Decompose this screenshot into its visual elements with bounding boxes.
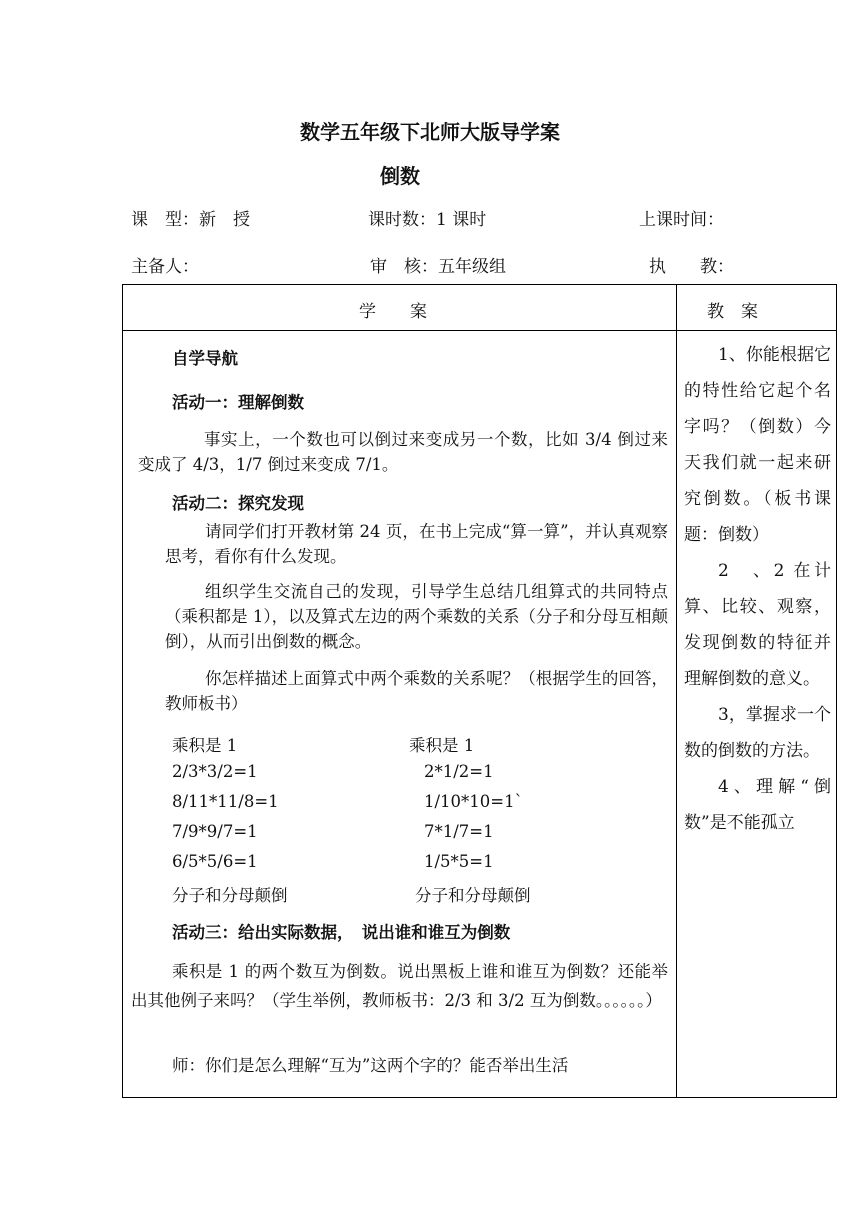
document-title: 数学五年级下北师大版导学案 [300, 120, 560, 144]
formula-right-item: 1/10*10=1` [424, 792, 523, 811]
activity2-paragraph-3: 你怎样描述上面算式中两个乘数的关系呢？（根据学生的回答，教师板书） [165, 669, 668, 713]
left-column-header: 学 案 [359, 302, 427, 322]
activity2-paragraph-1: 请同学们打开教材第 24 页，在书上完成“算一算”，并认真观察思考，看你有什么发现。 [165, 522, 668, 566]
activity1-title: 活动一：理解倒数 [172, 393, 304, 412]
formula-left-item: 6/5*5/6=1 [172, 852, 258, 871]
meta-hours: 课时数：1 课时 [368, 210, 487, 230]
formula-right-footer: 分子和分母颠倒 [415, 886, 531, 905]
right-column-header: 教 案 [707, 302, 758, 322]
meta-class-time: 上课时间： [639, 210, 724, 230]
formula-right-item: 2*1/2=1 [424, 762, 494, 781]
teaching-note-1: 1、你能根据它的特性给它起个名字吗？（倒数）今天我们就一起来研究倒数。（板书课题：倒数） [684, 345, 831, 545]
formula-right-header: 乘积是 1 [409, 736, 475, 755]
teaching-plan-column [684, 337, 831, 841]
formula-left-item: 8/11*11/8=1 [172, 792, 279, 811]
activity1-text: 事实上，一个数也可以倒过来变成另一个数，比如 3/4 倒过来变成了 4/3，1/7 倒过来变成 7/1。 [138, 430, 668, 474]
teaching-note-2: 2 、2 在计算、比较、观察，发现倒数的特征并理解倒数的意义。 [684, 561, 831, 689]
section-title: 自学导航 [172, 349, 238, 368]
teaching-note-3: 3，掌握求一个数的倒数的方法。 [684, 705, 831, 761]
activity3-paragraph-2: 师：你们是怎么理解“互为”这两个字的？能否举出生活 [172, 1056, 569, 1075]
activity3-paragraph-1: 乘积是 1 的两个数互为倒数。说出黑板上谁和谁互为倒数？还能举出其他例子来吗？（学生举例，教师板书：2/3 和 3/2 互为倒数。。。。。。） [131, 962, 668, 1010]
activity3-title: 活动三：给出实际数据， 说出谁和谁互为倒数 [172, 923, 511, 942]
meta-teacher: 执 教： [649, 257, 734, 277]
formula-left-item: 7/9*9/7=1 [172, 822, 258, 841]
formula-left-item: 2/3*3/2=1 [172, 762, 258, 781]
meta-preparer: 主备人： [131, 257, 199, 277]
activity2-paragraph-2: 组织学生交流自己的发现，引导学生总结几组算式的共同特点（乘积都是 1），以及算式左边的两个乘数的关系（分子和分母互相颠倒），从而引出倒数的概念。 [165, 582, 668, 651]
lesson-table [122, 284, 837, 1098]
meta-reviewer: 审 核：五年级组 [370, 257, 506, 277]
formula-left-header: 乘积是 1 [172, 736, 238, 755]
formula-right-item: 1/5*5=1 [424, 852, 494, 871]
activity2-title: 活动二：探究发现 [172, 494, 304, 513]
meta-course-type: 课 型：新 授 [131, 210, 250, 230]
header-divider [123, 330, 836, 331]
formula-left-footer: 分子和分母颠倒 [172, 886, 288, 905]
teaching-note-4: 4、理解“倒数”是不能孤立 [684, 777, 831, 833]
document-subtitle: 倒数 [380, 164, 420, 188]
formula-right-item: 7*1/7=1 [424, 822, 494, 841]
column-divider [676, 285, 677, 1097]
